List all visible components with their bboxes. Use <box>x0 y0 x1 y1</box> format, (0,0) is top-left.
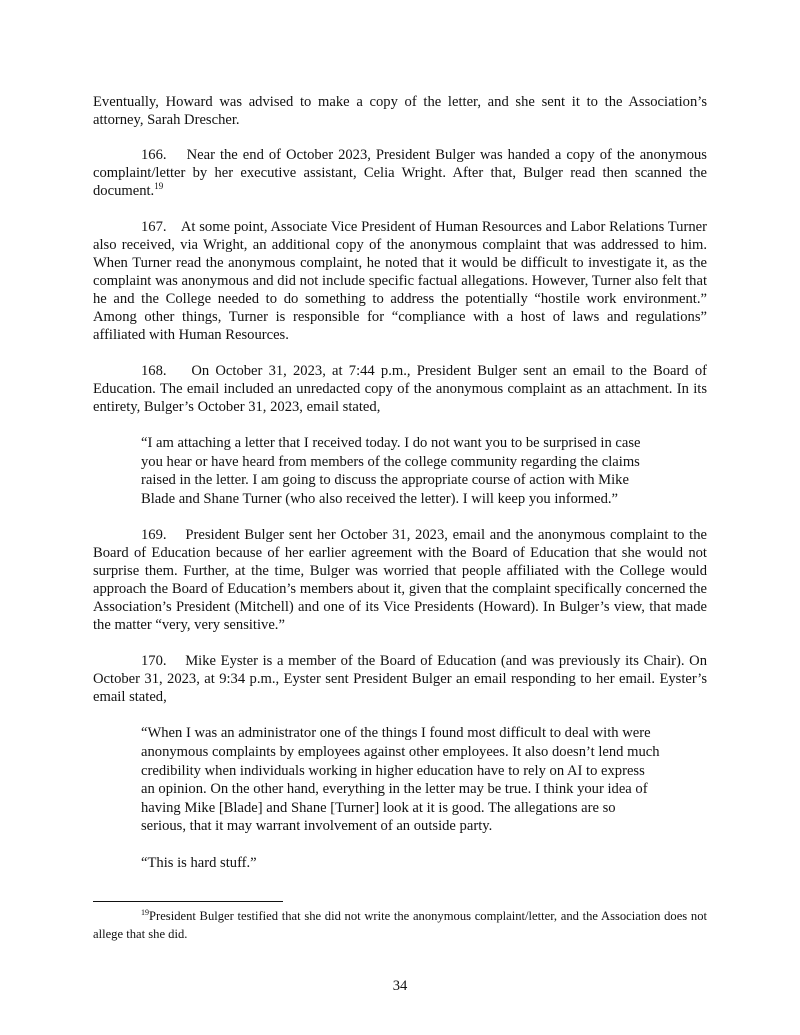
paragraph-number: 169. <box>141 527 167 544</box>
document-body <box>93 93 707 891</box>
footnote-19 <box>93 907 707 943</box>
paragraph-text: Mike Eyster is a member of the Board of Education (and was previously its Chair). On October 31, 2023, at 9:34 p.m., Eyster sent President Bulger an email responding to her email. Eyster’s email stated, <box>93 653 708 706</box>
paragraph-number: 166. <box>141 147 167 163</box>
paragraph-169 <box>93 526 707 634</box>
block-quote-eyster-closing: “This is hard stuff.” <box>141 854 257 871</box>
footnote-number: 19 <box>141 908 149 917</box>
paragraph-166 <box>93 146 707 200</box>
footnote-reference: 19 <box>154 181 164 191</box>
footnote-text: President Bulger testified that she did not write the anonymous complaint/letter, and the Association does not allege that she did. <box>93 909 707 941</box>
footnote-divider <box>93 901 283 902</box>
paragraph-number: 168. <box>141 363 167 379</box>
paragraph-number: 167. <box>141 219 167 235</box>
paragraph-168 <box>93 362 707 416</box>
page-number: 34 <box>392 978 408 994</box>
paragraph-text: President Bulger sent her October 31, 2023, email and the anonymous complaint to the Board of Education because of her earlier agreement with the Board of Education that she would not surprise them. Further, at the time, Bulger was worried that people affiliated with the College would approach the Board of Education’s members about it, given that the complaint specifically concerned the Association’s President (Mitchell) and one of its Vice Presidents (Howard). In Bulger’s view, that made the matter “very, very sensitive.” <box>93 527 707 634</box>
paragraph-text: On October 31, 2023, at 7:44 p.m., President Bulger sent an email to the Board of Education. The email included an unredacted copy of the anonymous complaint as an attachment. In its entirety, Bulger’s October 31, 2023, email stated, <box>93 363 708 415</box>
paragraph-continued: Eventually, Howard was advised to make a copy of the letter, and she sent it to the Association’s attorney, Sarah Drescher. <box>93 94 707 128</box>
paragraph-text: At some point, Associate Vice President of Human Resources and Labor Relations Turner also received, via Wright, an additional copy of the anonymous complaint that was addressed to him. When Turner read the anonymous complaint, he noted that it would be difficult to investigate it, as the complaint was anonymous and did not include specific factual allegations. However, Turner also felt that he and the College needed to do something to address the potentially “hostile work environment.” Among other things, Turner is responsible for “compliance with a host of laws and regulations” affiliated with Human Resources. <box>93 219 707 343</box>
paragraph-167 <box>93 218 707 344</box>
paragraph-text: Near the end of October 2023, President Bulger was handed a copy of the anonymous complaint/letter by her executive assistant, Celia Wright. After that, Bulger read then scanned the document. <box>93 147 707 199</box>
paragraph-number: 170. <box>141 653 167 670</box>
paragraph-170 <box>93 652 707 706</box>
block-quote-bulger-email: “I am attaching a letter that I received today. I do not want you to be surprised in case you hear or have heard from members of the college community regarding the claims raised in the letter. I am going to discuss the appropriate course of action with Mike Blade and Shane Turner (who also received the letter). I will keep you informed.” <box>141 435 641 507</box>
block-quote-eyster-email: “When I was an administrator one of the things I found most difficult to deal with were anonymous complaints by employees against other employees. It also doesn’t lend much credibility when individuals working in higher education have to rely on AI to express an opinion. On the other hand, everything in the letter may be true. I think your idea of having Mike [Blade] and Shane [Turner] look at it is good. The allegations are so serious, that it may warrant involvement of an outside party. <box>141 725 660 835</box>
